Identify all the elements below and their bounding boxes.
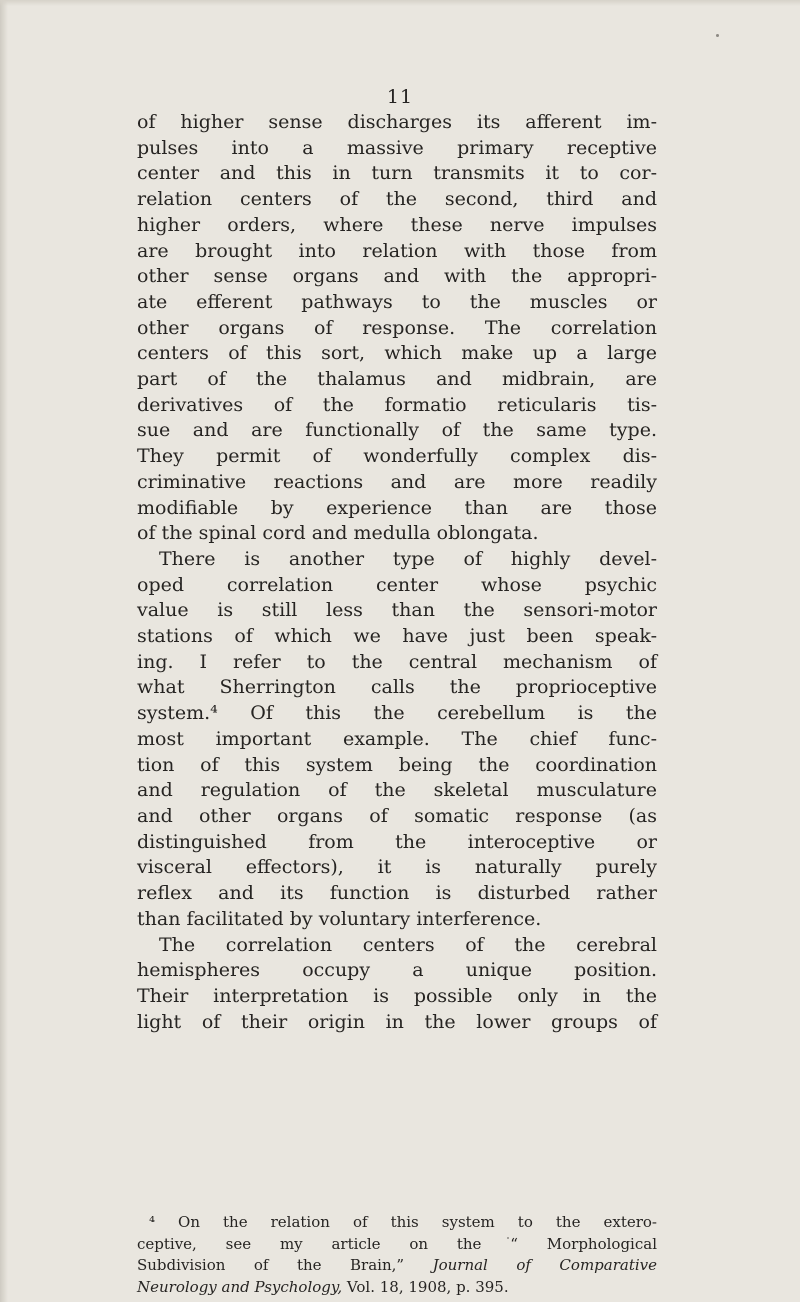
text-line: reflex and its function is disturbed rather	[137, 882, 657, 905]
text-line: derivatives of the formatio reticularis tis-	[137, 393, 657, 416]
text-line: of the spinal cord and medulla oblongata.	[137, 522, 539, 545]
text-line-indented: There is another type of highly devel-	[159, 547, 657, 570]
text-line: system.⁴ Of this the cerebellum is the	[137, 702, 657, 725]
text-line: distinguished from the interoceptive or	[137, 830, 657, 853]
scan-edge-shadow	[0, 0, 8, 1302]
page-number: 11	[386, 86, 414, 108]
footnote	[137, 1212, 657, 1298]
text-line: part of the thalamus and midbrain, are	[137, 368, 657, 391]
body-text	[137, 110, 657, 1035]
text-line: modifiable by experience than are those	[137, 496, 657, 519]
footnote-line: ⁴ On the relation of this system to the extero-	[149, 1213, 657, 1231]
text-line: pulses into a massive primary receptive	[137, 136, 657, 159]
text-line: of higher sense discharges its afferent im-	[137, 111, 657, 133]
scan-top-shadow	[0, 0, 800, 6]
text-line: other sense organs and with the appropri-	[137, 265, 657, 288]
text-line: center and this in turn transmits it to cor-	[137, 162, 657, 185]
text-line: sue and are functionally of the same type.	[137, 419, 657, 442]
text-line: other organs of response. The correlation	[137, 316, 657, 339]
text-line: what Sherrington calls the proprioceptive	[137, 676, 657, 699]
text-line: most important example. The chief func-	[137, 727, 657, 750]
text-line: are brought into relation with those from	[137, 239, 657, 262]
text-line: oped correlation center whose psychic	[137, 573, 657, 596]
text-line: and other organs of somatic response (as	[137, 804, 657, 827]
text-line: value is still less than the sensori-motor	[137, 599, 657, 622]
text-line: higher orders, where these nerve impulses	[137, 213, 657, 236]
text-line: tion of this system being the coordination	[137, 753, 657, 776]
text-line: light of their origin in the lower groups of	[137, 1010, 657, 1033]
footnote-citation: Vol. 18, 1908, p. 395.	[342, 1277, 509, 1296]
text-line: They permit of wonderfully complex dis-	[137, 445, 657, 468]
journal-title-italic: Neurology and Psychology,	[137, 1277, 343, 1296]
text-line: ing. I refer to the central mechanism of	[137, 650, 657, 673]
text-line-indented: The correlation centers of the cerebral	[159, 933, 657, 956]
footnote-line: ceptive, see my article on the “ Morphological	[137, 1234, 657, 1253]
text-line: relation centers of the second, third and	[137, 188, 657, 211]
text-line: visceral effectors), it is naturally purely	[137, 856, 657, 879]
text-line: centers of this sort, which make up a large	[137, 342, 657, 365]
text-line: than facilitated by voluntary interference.	[137, 907, 542, 930]
text-line: Their interpretation is possible only in the	[137, 984, 657, 1007]
text-line: hemispheres occupy a unique position.	[137, 959, 657, 982]
text-line: and regulation of the skeletal musculature	[137, 779, 657, 802]
footnote-text: Subdivision of the Brain,”	[137, 1256, 433, 1274]
journal-title-italic: Journal of Comparative	[432, 1256, 657, 1274]
footnote-line	[137, 1277, 657, 1299]
text-line: stations of which we have just been speak-	[137, 625, 657, 648]
text-line: criminative reactions and are more readily	[137, 470, 657, 493]
footnote-line	[137, 1255, 657, 1277]
text-line: ate efferent pathways to the muscles or	[137, 290, 657, 313]
paper-speck	[716, 34, 719, 37]
